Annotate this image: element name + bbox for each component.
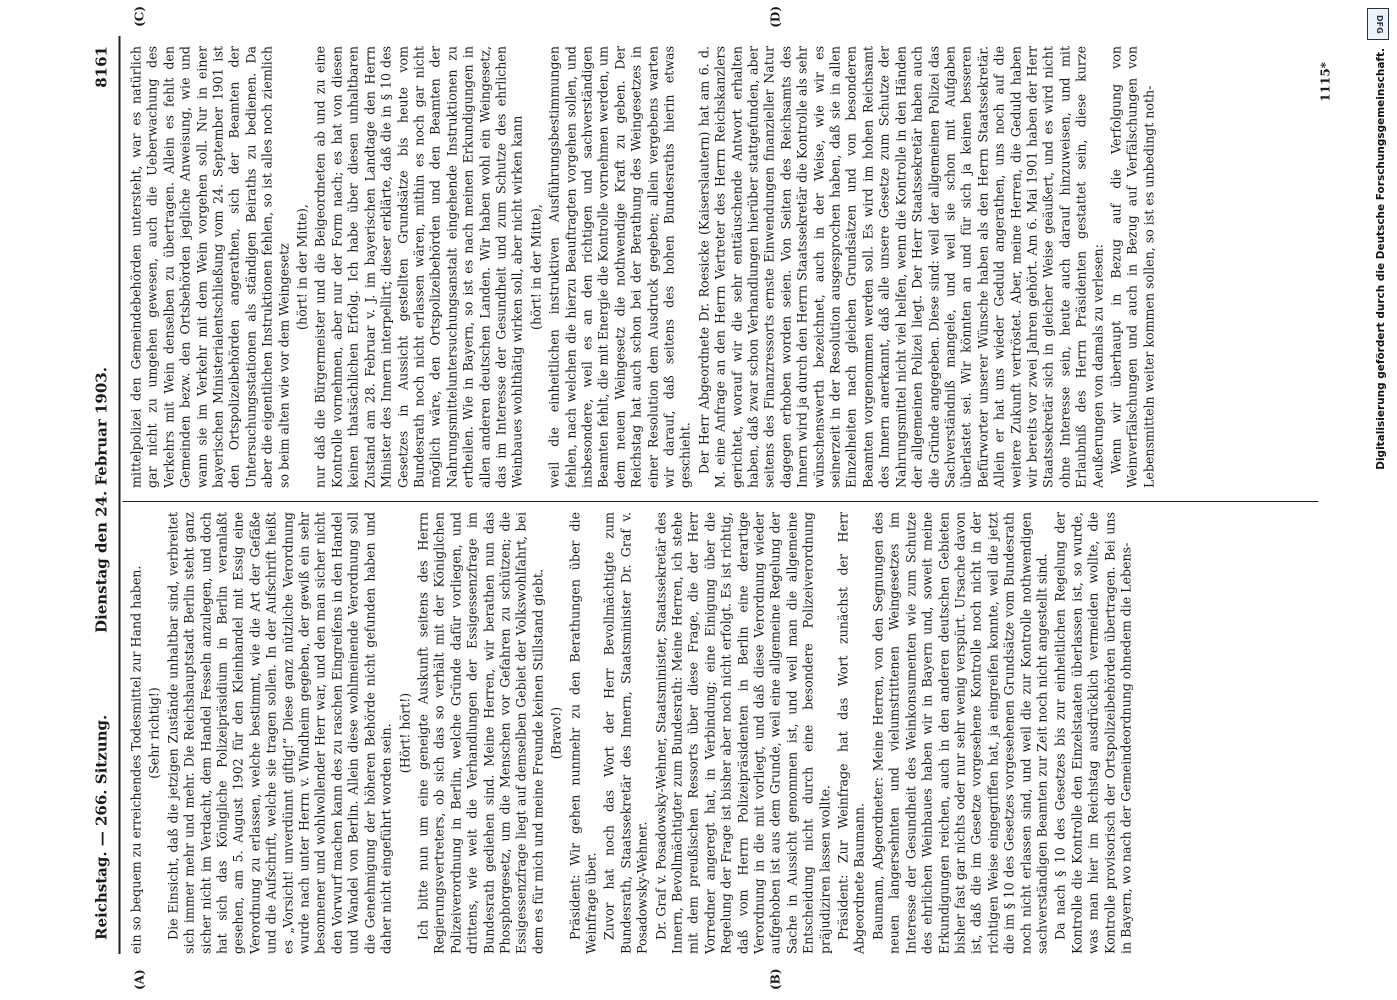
margin-mark-a: (A) — [132, 969, 146, 990]
paragraph: Präsident: Wir gehen nunmehr zu den Berathungen über die Weinfrage über. — [566, 512, 598, 954]
dfg-logo: DFG — [1367, 8, 1389, 40]
left-column — [128, 512, 1328, 954]
paragraph: ein so bequem zu erreichendes Todesmittel zur Hand haben. — [128, 565, 143, 954]
document-sheet — [88, 6, 1332, 990]
page-number: 8161 — [92, 46, 110, 88]
paragraph: (Sehr richtig!) — [146, 687, 162, 779]
paragraph: (hört! in der Mitte), — [294, 204, 310, 330]
margin-mark-d: (D) — [768, 6, 782, 28]
paragraph: weil die einheitlichen instruktiven Ausführungsbestimmungen fehlen, nach welchen die hierzu Beauftragten vorgehen sollen, und insbesondere, weil es an den richtigen und sachverständigen Beamten fehlt, die mit Energie die Kontrolle vornehmen werden, um dem neuen Weingesetz die nothwendige Kraft zu geben. Der Reichstag hat auch schon bei der Berathung des Weingesetzes in einer Resolution dem Ausdruck gegeben; allein vergebens warten wir darauf, daß seitens des hohen Bundesraths hierin etwas geschieht. — [546, 46, 693, 488]
paragraph: Baumann, Abgeordneter: Meine Herren, von den Segnungen des neuen langersehnten und vielumstrittenen Weingesetzes im Interesse der Gesundheit des Weinkonsumenten wie zum Schutze des ehrlichen Weinbaues haben wir in Bayern und, soweit meine Erkundigungen reichen, auch in den anderen deutschen Gebieten bisher fast gar nichts oder nur sehr wenig verspürt. Ursache davon ist, daß die im Gesetze vorgesehene Kontrolle noch nicht in der richtigen Weise eingegriffen hat, ja eingreifen konnte, weil die jetzt die im § 10 des Gesetzes vorgesehenen Grundsätze vom Bundesrath noch nicht erlassen sind, und weil die zur Kontrolle nothwendigen sachverständigen Beamten zur Zeit noch nicht angestellt sind. — [869, 512, 1049, 954]
paragraph: Ich bitte nun um eine geneigte Auskunft seitens des Herrn Regierungsvertreters, ob sich das so verhält mit der Königlichen Polizeiverordnung in Berlin, welche Gründe dafür vorliegen, und drittens, wie weit die Verhandlungen der Essigessenzfrage im Bundesrath gediehen sind. Meine Herren, wir berathen nun das Phosphorgesetz, um die Menschen vor Gefahren zu schützen; die Essigessenzfrage liegt auf demselben Gebiet der Volkswohlfahrt, bei dem es für mich und meine Freunde keinen Stillstand giebt. — [414, 512, 545, 954]
paragraph: Dr. Graf v. Posadowsky-Wehner, Staatsminister, Staatssekretär des Innern, Bevollmächtigter zum Bundesrath: Meine Herren, ich stehe mit dem preußischen Ressorts über diese Frage, die der Herr Vorredner angeregt hat, in Verbindung; eine Einigung über die Regelung der Frage ist bisher aber noch nicht erfolgt. Es ist richtig, daß vom Herrn Polizeipräsidenten in Berlin eine derartige Verordnung in die mit vorliegt, und daß diese Verordnung wieder aufgehoben ist aus dem Grunde, weil eine allgemeine Regelung der Sache in Aussicht genommen ist, und weil man die allgemeine Entscheidung nicht durch eine besondere Polizeiverordnung präjudiziren lassen wollte. — [652, 512, 832, 954]
header-rule — [118, 36, 120, 954]
paragraph: Präsident: Zur Weinfrage hat das Wort zunächst der Herr Abgeordnete Baumann. — [835, 512, 867, 954]
page-header — [88, 36, 114, 964]
credit-strip — [1365, 6, 1391, 991]
paragraph: Da nach § 10 des Gesetzes bis zur einheitlichen Regelung der Kontrolle die Kontrolle den Einzelstaaten überlassen ist, so wurde, was man hier im Reichstag ausdrücklich vermeiden wollte, die Kontrolle provisorisch der Ortspolizeibehörden übertragen. Bei uns in Bayern, wo nach der Gemeindeordnung ohnedem die Lebens- — [1052, 512, 1133, 954]
paragraph: (hört! in der Mitte), — [527, 204, 543, 330]
paragraph: Wenn wir überhaupt in Bezug auf die Verfolgung von Weinverfälschungen und auch in Bezug auf Verfälschungen von Lebensmitteln weiter kommen sollen, so ist es unbedingt noth- — [1107, 46, 1156, 488]
paragraph: mittelpolizei den Gemeindebehörden untersteht, war es natürlich gar nicht zu umgehen gewesen, auch die Ueberwachung des Verkehrs mit Wein denselben zu übertragen. Allein es fehlt den Gemeinden bezw. den Ortsbehörden jegliche Anweisung, wie und wann sie im Verkehr mit dem Wein vorgehen soll. Nur in einer bayerischen Ministerialentschließung vom 24. September 1901 ist den Ortspolizeibehörden angerathen, sich der Beamten der Untersuchungsstationen als ständigen Beiraths zu bedienen. Da aber die eigentlichen Instruktionen fehlen, so ist alles noch ziemlich so beim alten wie vor dem Weingesetz — [128, 46, 291, 488]
signature-mark: 1115* — [1318, 62, 1332, 102]
right-column — [128, 46, 1328, 488]
margin-mark-c: (C) — [132, 6, 146, 27]
paragraph: Die Einsicht, daß die jetzigen Zustände unhaltbar sind, verbreitet sich immer mehr und mehr. Die Reichshauptstadt Berlin steht ganz sicher nicht im Verdacht, dem Handel Fesseln anzulegen, und doch hat sich das Königliche Polizeipräsidium in Berlin veranlaßt gesehen, am 5. August 1902 für den Kleinhandel mit Essig eine Verordnung zu erlassen, welche bestimmt, wie die Art der Gefäße und die Aufschrift, welche sie tragen sollen. In der Aufschrift heißt es „Vorsicht! unverdünnt giftig!“ Diese ganz nützliche Verordnung wurde nach unter Herrn v. Windheim gegeben, der gewiß ein sehr besonnener und wohlwollender Herr war, und den man sicher nicht den Vorwurf machen kann des zu raschen Eingreifens in den Handel und Wandel von Berlin. Allein diese wohlmeinende Verordnung soll die Genehmigung der höheren Behörde nicht gefunden haben und daher nicht eingeführt worden sein. — [164, 512, 394, 954]
paragraph: Zuvor hat noch das Wort der Herr Bevollmächtigte zum Bundesrath, Staatssekretär des Innern, Staatsminister Dr. Graf v. Posadowsky-Wehner. — [601, 512, 650, 954]
header-left: Reichstag. — 266. Sitzung. — [92, 714, 110, 940]
margin-mark-b: (B) — [768, 968, 782, 990]
paragraph: Der Herr Abgeordnete Dr. Roesicke (Kaiserslautern) hat am 6. d. M. eine Anfrage an den Herrn Vertreter des Herrn Reichskanzlers gerichtet, worauf wir die sehr enttäuschende Antwort erhalten haben, daß zwar schon Verhandlungen hierüber stattgefunden, aber seitens des Finanzressorts ernste Einwendungen finanzieller Natur dagegen erhoben worden seien. Von Seiten des Reichsamts des Innern wird ja durch den Herrn Staatssekretär die Kontrolle als sehr wünschenswerth bezeichnet, auch in der Weise, wie wir es seinerzeit in der Resolution ausgesprochen haben, daß sie in allen Einzelheiten nach gleichen Grundsätzen und von besonderen Beamten vorgenommen werden soll. Es wird im hohen Reichsamt des Innern anerkannt, daß alle unsere Gesetze zum Schutze der Nahrungsmittel nicht viel helfen, wenn die Kontrolle in den Händen der allgemeinen Polizei liegt. Der Herr Staatssekretär haben auch die Gründe angegeben. Diese sind: weil der allgemeinen Polizei das Sachverständniß mangele, und weil sie schon mit Aufgaben überlastet sei. Wir könnten an und für sich ja keinen besseren Befürworter unserer Wünsche haben als den Herrn Staatssekretär. Allein er hat uns wieder Geduld angerathen, uns noch auf die weitere Zukunft vertröstet. Aber, meine Herren, die Geduld haben wir bereits vor zwei Jahren gehört. Am 6. Mai 1901 haben der Herr Staatssekretär sich in gleicher Weise geäußert, und es wird nicht ohne Interesse sein, heute auch darauf hinzuweisen, und mit Erlaubniß des Herrn Präsidenten gestattet sein, diese kurze Aeußerungen von damals zu verlesen: — [695, 46, 1105, 488]
column-divider — [122, 501, 1318, 502]
paragraph: nur daß die Bürgermeister und die Beigeordneten ab und zu eine Kontrolle vornehmen, aber nur der Form nach; es hat von diesen keinen thatsächlichen Erfolg. Ich habe über diesen unhaltbaren Zustand am 28. Februar v. J. im bayerischen Landtage den Herrn Minister des Innern interpellirt; dieser erklärte, daß die in § 10 des Gesetzes in Aussicht gestellten Grundsätze bis heute vom Bundesrath noch nicht erlassen wären, mithin es noch gar nicht möglich wäre, den Ortspolizeibehörden und den Beamten der Nahrungsmitteluntersuchungsanstalt eingehende Instruktionen zu ertheilen. Wie in Bayern, so ist es nach meinen Erkundigungen in allen anderen deutschen Landen. Wir haben wohl ein Weingesetz, das im Interesse der Gesundheit und zum Schutze des ehrlichen Weinbaues wohlthätig wirken soll, aber nicht wirken kann — [312, 46, 525, 488]
paragraph: (Hört! hört!) — [396, 692, 412, 774]
credit-text: Digitalisierung gefördert durch die Deutsche Forschungsgemeinschaft. — [1375, 48, 1387, 470]
paragraph: (Bravo!) — [548, 706, 564, 760]
header-center: Dienstag den 24. Februar 1903. — [92, 367, 110, 633]
